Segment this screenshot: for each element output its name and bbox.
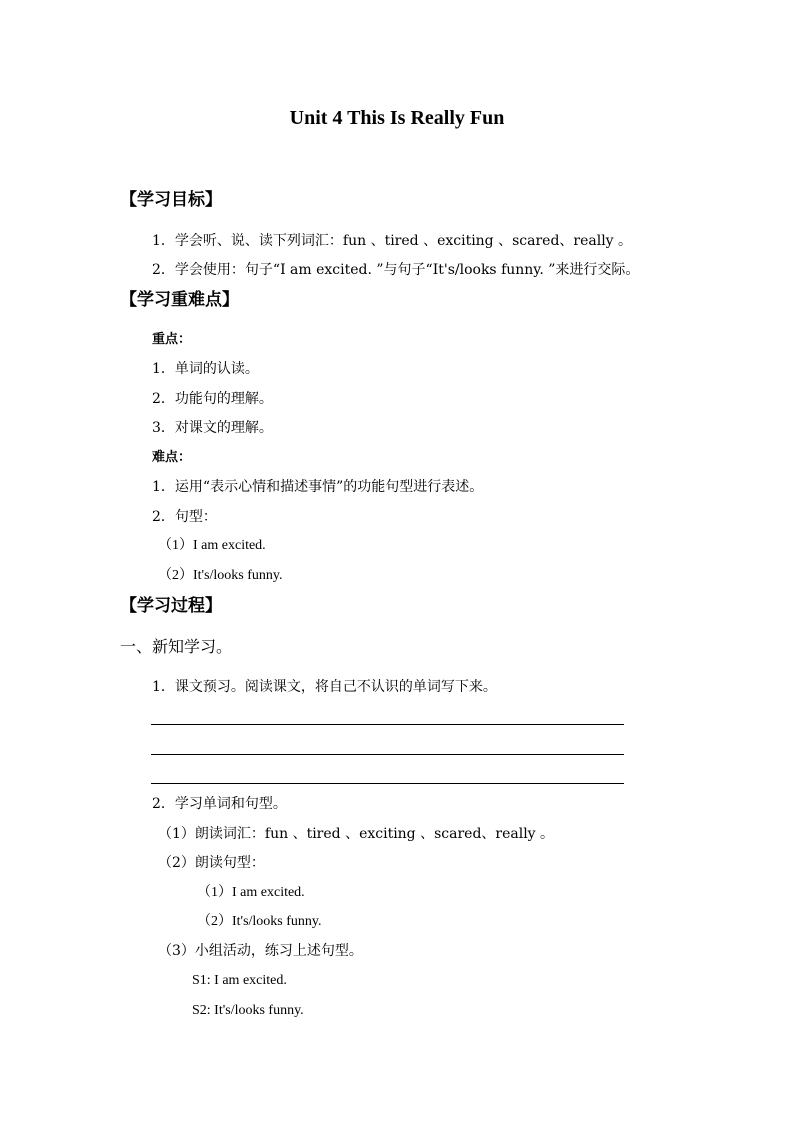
key-label: 重点： — [152, 332, 192, 347]
step-two-text: 2．学习单词和句型。 — [152, 796, 287, 812]
dialogue-line: S2: It's/looks funny. — [192, 1003, 304, 1018]
process-heading: 【学习过程】 — [120, 596, 222, 616]
objective-item: 1．学会听、说、读下列词汇：fun 、tired 、exciting 、scared、really 。 — [152, 233, 633, 249]
section-one-title: 一、新知学习。 — [120, 637, 233, 656]
step-two-b: （2）朗读句型： — [158, 855, 265, 871]
difficult-item: 2．句型： — [152, 509, 217, 525]
key-item: 1．单词的认读。 — [152, 361, 259, 377]
key-points-heading: 【学习重难点】 — [120, 290, 239, 310]
step-two-a: （1）朗读词汇：fun 、tired 、exciting 、scared、really 。 — [158, 826, 555, 842]
dialogue-line: S1: I am excited. — [192, 973, 287, 988]
difficult-label: 难点： — [152, 450, 192, 465]
step-two-c: （3）小组活动，练习上述句型。 — [158, 943, 363, 959]
difficult-item: 1．运用“表示心情和描述事情”的功能句型进行表述。 — [152, 479, 484, 495]
difficult-item: （2）It's/looks funny. — [158, 568, 283, 583]
page-title: Unit 4 This Is Really Fun — [289, 107, 505, 129]
objectives-heading: 【学习目标】 — [120, 190, 222, 210]
answer-line — [151, 783, 624, 784]
key-item: 2．功能句的理解。 — [152, 391, 273, 407]
answer-line — [151, 754, 624, 755]
key-item: 3．对课文的理解。 — [152, 420, 273, 436]
difficult-item: （1）I am excited. — [158, 538, 266, 553]
objective-item: 2．学会使用：句子“I am excited. ”与句子“It's/looks funny. ”来进行交际。 — [152, 262, 640, 278]
sentence-item: （2）It's/looks funny. — [197, 914, 322, 929]
sentence-item: （1）I am excited. — [197, 885, 305, 900]
answer-line — [151, 724, 624, 725]
step-one-text: 1．课文预习。阅读课文，将自己不认识的单词写下来。 — [152, 679, 497, 695]
